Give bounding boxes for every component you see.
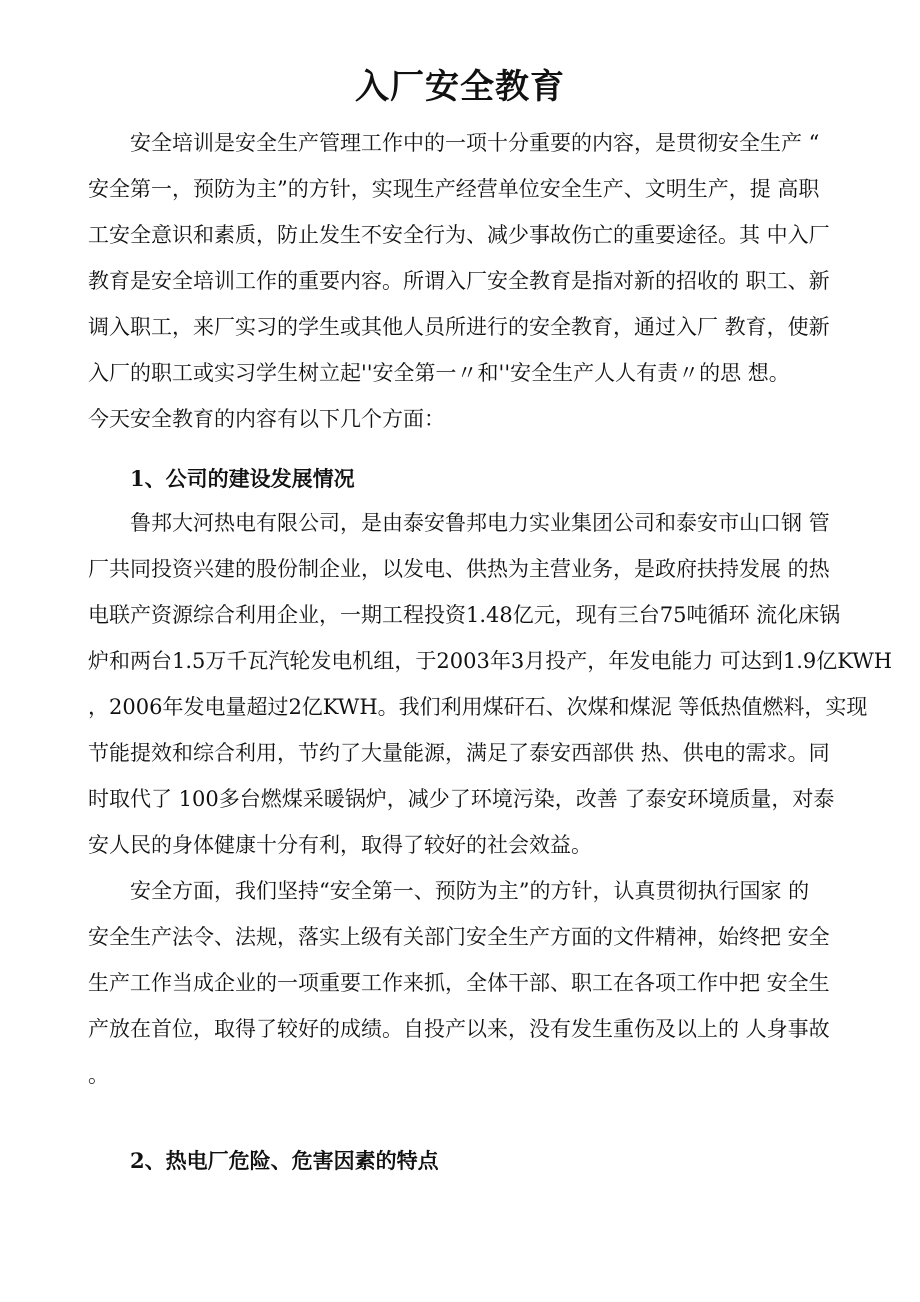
text-line: 电联产资源综合利用企业，一期工程投资1.48亿元，现有三台75吨循环 流化床锅 [88,603,841,627]
text-line: 入厂的职工或实习学生树立起''安全第一〃和''安全生产人人有责〃的思 想。 [88,361,790,385]
text-line: ，2006年发电量超过2亿KWH。我们利用煤矸石、次煤和煤泥 等低热值燃料，实现 [88,695,868,719]
section-heading-hazards: 2、热电厂危险、危害因素的特点 [130,1148,439,1173]
text-line: 安人民的身体健康十分有利，取得了较好的社会效益。 [88,833,592,857]
text-line: 炉和两台1.5万千瓦汽轮发电机组，于2003年3月投产，年发电能力 可达到1.9亿KWH [88,649,893,673]
page-title: 入厂安全教育 [355,67,565,107]
text-line: 调入职工，来厂实习的学生或其他人员所进行的安全教育，通过入厂 教育，使新 [88,315,830,339]
section-heading-company: 1、公司的建设发展情况 [130,466,355,491]
text-line: 安全生产法令、法规，落实上级有关部门安全生产方面的文件精神，始终把 安全 [88,925,830,949]
text-line: 。 [88,1063,109,1087]
text-line: 时取代了 100多台燃煤采暖锅炉，减少了环境污染，改善 了泰安环境质量，对泰 [88,787,835,811]
text-line: 教育是安全培训工作的重要内容。所谓入厂安全教育是指对新的招收的 职工、新 [88,269,830,293]
text-line: 安全培训是安全生产管理工作中的一项十分重要的内容，是贯彻安全生产 “ [130,131,820,155]
text-line: 厂共同投资兴建的股份制企业，以发电、供热为主营业务，是政府扶持发展 的热 [88,557,830,581]
text-line: 工安全意识和素质，防止发生不安全行为、减少事故伤亡的重要途径。其 中入厂 [88,223,830,247]
safety-paragraph [88,868,848,1098]
company-paragraph [88,500,893,868]
text-line: 产放在首位，取得了较好的成绩。自投产以来，没有发生重伤及以上的 人身事故 [88,1017,830,1041]
text-line: 今天安全教育的内容有以下几个方面： [88,407,445,431]
text-line: 节能提效和综合利用，节约了大量能源，满足了泰安西部供 热、供电的需求。同 [88,741,830,765]
intro-paragraph [88,120,848,442]
text-line: 安全方面，我们坚持“安全第一、预防为主”的方针，认真贯彻执行国家 的 [130,879,810,903]
text-line: 安全第一，预防为主”的方针，实现生产经营单位安全生产、文明生产，提 高职 [88,177,820,201]
text-line: 鲁邦大河热电有限公司，是由泰安鲁邦电力实业集团公司和泰安市山口钢 管 [130,511,830,535]
text-line: 生产工作当成企业的一项重要工作来抓，全体干部、职工在各项工作中把 安全生 [88,971,830,995]
